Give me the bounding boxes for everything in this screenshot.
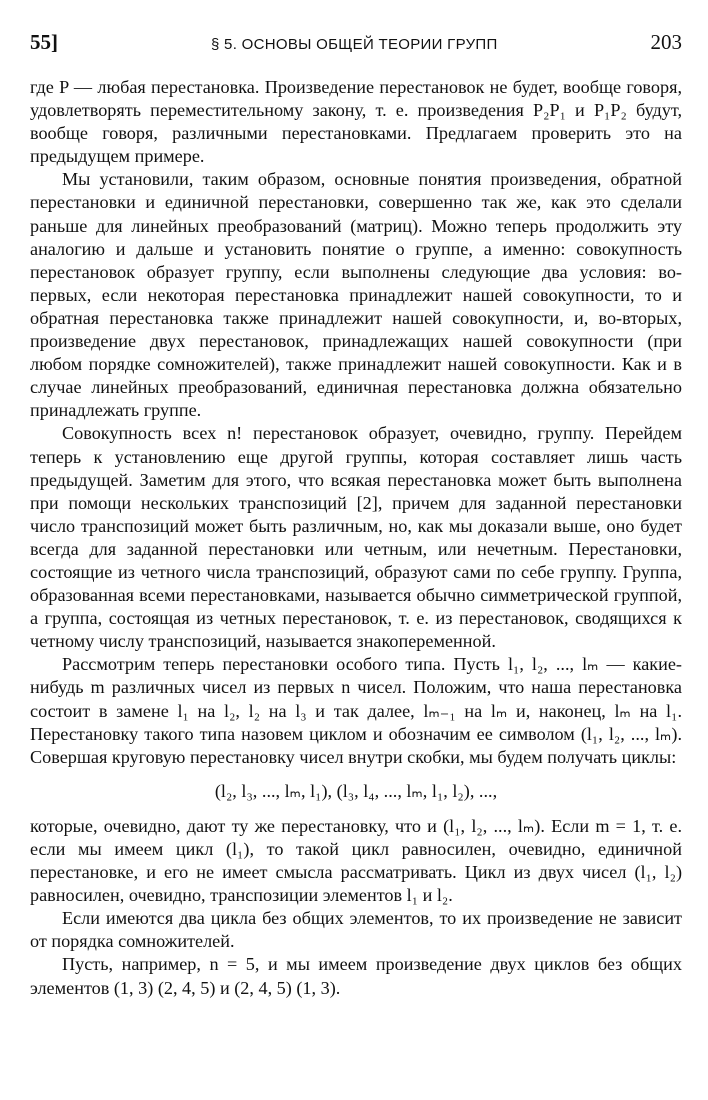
cycles-formula: (l₂, l₃, ..., lₘ, l₁), (l₃, l₄, ..., lₘ, l₁, l₂), ..., <box>214 780 498 801</box>
paragraph-7: Пусть, например, n = 5, и мы имеем произведение двух циклов без общих элементов (1, 3) (2, 4, 5) и (2, 4, 5) (1, 3). <box>30 954 682 998</box>
paragraph-3: Совокупность всех n! перестановок образует, очевидно, группу. Перейдем теперь к установлению еще другой группы, которая составляет лишь часть предыдущей. Заметим для этого, что всякая перестановка может быть выполнена при помощи нескольких транспозиций [2], причем для заданной перестановки число транспозиций может быть различным, но, как мы доказали выше, оно будет всегда для заданной перестановки или четным, или нечетным. Перестановки, состоящие из четного числа транспозиций, образуют сами по себе группу. Группа, образованная всеми перестановками, называется обычно симметрической группой, а группа, состоящая из четных перестановок, т. е. из перестановок, сводящихся к четному числу транспозиций, называется знакопеременной. <box>30 423 682 652</box>
paragraph-6: Если имеются два цикла без общих элементов, то их произведение не зависит от порядка сомножителей. <box>30 908 682 952</box>
body-text <box>30 76 682 1000</box>
page-number: 203 <box>650 30 682 54</box>
running-title: § 5. ОСНОВЫ ОБЩЕЙ ТЕОРИИ ГРУПП <box>210 36 498 53</box>
running-header <box>30 30 682 70</box>
book-page <box>30 30 682 1000</box>
section-number: 55] <box>30 30 58 54</box>
paragraph-2: Мы установили, таким образом, основные понятия произведения, обратной перестановки и единичной перестановки, совершенно так же, как это сделали раньше для линейных преобразований (матриц). Можно теперь продолжить эту аналогию и дальше и установить понятие о группе, а именно: совокупность перестановок образует группу, если выполнены следующие два условия: во-первых, если некоторая перестановка принадлежит нашей совокупности, то и обратная перестановка также принадлежит нашей совокупности, и, во-вторых, произведение двух перестановок, принадлежащих нашей совокупности (при любом порядке сомножителей), также принадлежит нашей совокупности. Как и в случае линейных преобразований, единичная перестановка должна обязательно принадлежать группе. <box>30 169 682 421</box>
paragraph-5: которые, очевидно, дают ту же перестановку, что и (l₁, l₂, ..., lₘ). Если m = 1, т. е. если мы имеем цикл (l₁), то такой цикл равносилен, очевидно, единичной перестановке, и его не имеет смысла рассматривать. Цикл из двух чисел (l₁, l₂) равносилен, очевидно, транспозиции элементов l₁ и l₂. <box>30 815 682 906</box>
paragraph-4: Рассмотрим теперь перестановки особого типа. Пусть l₁, l₂, ..., lₘ — какие-нибудь m различных чисел из первых n чисел. Положим, что наша перестановка состоит в замене l₁ на l₂, l₂ на l₃ и так далее, lₘ₋₁ на lₘ и, наконец, lₘ на l₁. Перестановку такого типа назовем циклом и обозначим ее символом (l₁, l₂, ..., lₘ). Совершая круговую перестановку чисел внутри скобки, мы будем получать циклы: <box>30 654 682 767</box>
paragraph-1: где P — любая перестановка. Произведение перестановок не будет, вообще говоря, удовлетворять переместительному закону, т. е. произведения P₂P₁ и P₁P₂ будут, вообще говоря, различными перестановками. Предлагаем проверить это на предыдущем примере. <box>30 77 682 167</box>
